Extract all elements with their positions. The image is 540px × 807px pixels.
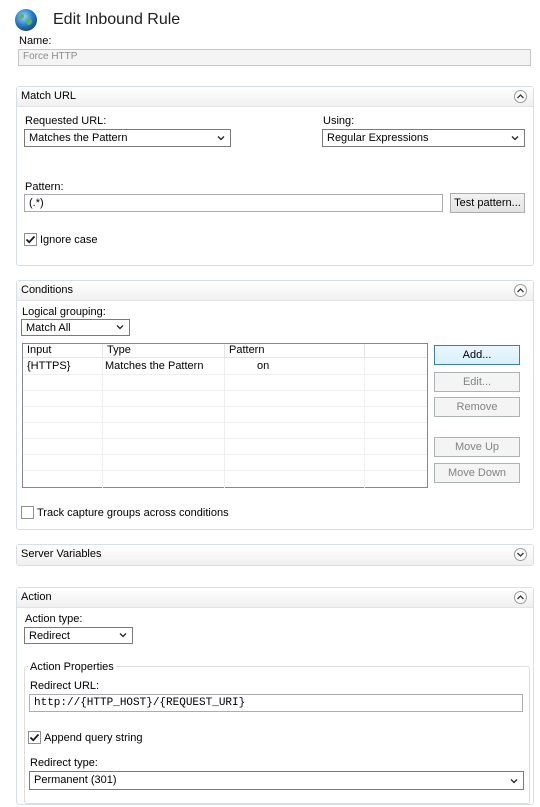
match-url-title: Match URL <box>21 90 77 102</box>
grid-line <box>102 358 103 488</box>
add-button[interactable]: Add... <box>434 345 520 365</box>
using-value: Regular Expressions <box>327 132 429 144</box>
move-down-button[interactable]: Move Down <box>434 463 520 483</box>
grid-line <box>23 406 427 407</box>
action-header[interactable] <box>17 588 533 608</box>
chevron-down-icon <box>510 133 520 143</box>
requested-url-value: Matches the Pattern <box>29 132 128 144</box>
column-header-pattern[interactable]: Pattern <box>225 344 365 358</box>
move-up-button[interactable]: Move Up <box>434 437 520 457</box>
action-type-select[interactable] <box>24 627 133 644</box>
server-variables-header[interactable] <box>17 545 533 565</box>
redirect-type-label: Redirect type: <box>30 757 98 769</box>
collapse-chevron-icon[interactable] <box>514 591 527 604</box>
conditions-table[interactable] <box>22 343 428 488</box>
chevron-down-icon <box>118 630 128 640</box>
test-pattern-button[interactable]: Test pattern... <box>450 193 525 213</box>
grid-line <box>364 358 365 488</box>
pattern-input[interactable]: (.*) <box>24 194 443 212</box>
name-field[interactable]: Force HTTP <box>18 49 531 66</box>
checkmark-icon <box>29 732 40 743</box>
using-select[interactable] <box>322 129 525 147</box>
globe-icon <box>14 8 38 32</box>
redirect-type-value: Permanent (301) <box>34 774 117 786</box>
server-variables-section <box>16 544 534 566</box>
requested-url-label: Requested URL: <box>25 115 107 127</box>
chevron-down-icon <box>216 133 226 143</box>
server-variables-title: Server Variables <box>21 548 102 560</box>
dialog-title: Edit Inbound Rule <box>53 11 181 28</box>
column-header-filler <box>365 344 427 358</box>
expand-chevron-icon[interactable] <box>514 548 527 561</box>
ignore-case-label: Ignore case <box>40 234 98 246</box>
cell-pattern: on <box>257 360 270 372</box>
grid-line <box>23 390 427 391</box>
cell-input: {HTTPS} <box>27 360 71 372</box>
redirect-type-select[interactable] <box>29 771 524 790</box>
logical-grouping-select[interactable] <box>21 319 130 336</box>
append-query-label: Append query string <box>44 732 143 744</box>
chevron-down-icon <box>509 776 519 786</box>
name-label: Name: <box>19 35 52 47</box>
column-header-input[interactable]: Input <box>23 344 103 358</box>
track-capture-checkbox[interactable] <box>21 506 34 519</box>
action-type-value: Redirect <box>29 630 70 642</box>
grid-line <box>23 422 427 423</box>
grid-line <box>23 454 427 455</box>
logical-grouping-value: Match All <box>26 322 71 334</box>
checkmark-icon <box>25 234 36 245</box>
grid-line <box>23 438 427 439</box>
conditions-header[interactable] <box>17 281 533 301</box>
conditions-title: Conditions <box>21 284 73 296</box>
redirect-url-input[interactable]: http://{HTTP_HOST}/{REQUEST_URI} <box>29 694 523 712</box>
collapse-chevron-icon[interactable] <box>514 90 527 103</box>
collapse-chevron-icon[interactable] <box>514 284 527 297</box>
pattern-label: Pattern: <box>25 181 64 193</box>
using-label: Using: <box>323 115 355 127</box>
chevron-down-icon <box>115 322 125 332</box>
remove-button[interactable]: Remove <box>434 397 520 417</box>
grid-line <box>23 470 427 471</box>
action-title: Action <box>21 591 52 603</box>
action-properties-title: Action Properties <box>30 661 114 673</box>
redirect-url-label: Redirect URL: <box>30 680 100 692</box>
grid-line <box>224 358 225 488</box>
edit-button[interactable]: Edit... <box>434 372 520 392</box>
track-capture-label: Track capture groups across conditions <box>37 507 229 519</box>
logical-grouping-label: Logical grouping: <box>22 306 106 318</box>
requested-url-select[interactable] <box>24 129 231 147</box>
grid-line <box>23 374 427 375</box>
table-row[interactable] <box>23 359 427 374</box>
action-type-label: Action type: <box>25 613 83 625</box>
match-url-header[interactable] <box>17 87 533 107</box>
column-header-type[interactable]: Type <box>103 344 225 358</box>
cell-type: Matches the Pattern <box>105 360 204 372</box>
append-query-checkbox[interactable] <box>28 731 41 744</box>
ignore-case-checkbox[interactable] <box>24 233 37 246</box>
